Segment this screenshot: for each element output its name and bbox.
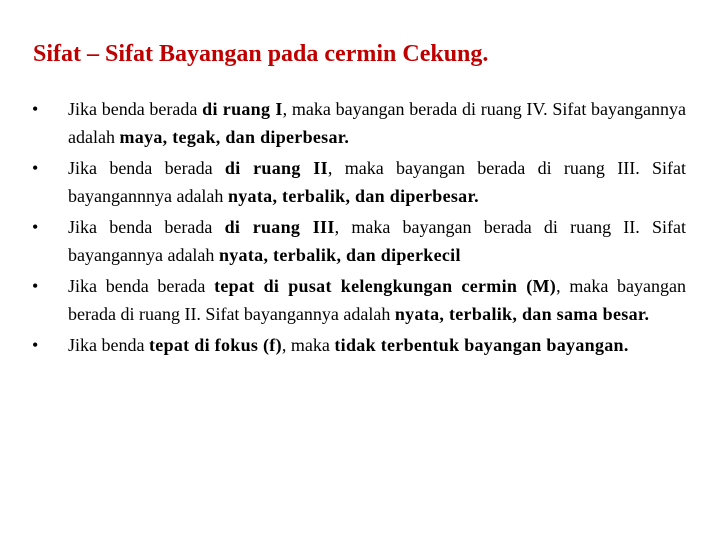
bold-run: tidak terbentuk bayangan bayangan.	[334, 335, 629, 355]
bullet-icon: •	[32, 276, 39, 296]
bullet-text	[68, 99, 686, 147]
text-run: Jika benda berada	[68, 276, 215, 296]
text-run: Jika benda berada	[68, 99, 203, 119]
bullet-text	[68, 217, 686, 265]
bullet-icon: •	[32, 158, 39, 178]
bold-run: nyata, terbalik, dan diperkecil	[218, 244, 461, 265]
bullet-text	[68, 335, 629, 355]
bullet-list	[32, 96, 686, 364]
list-item	[32, 332, 686, 360]
bullet-icon: •	[32, 99, 39, 119]
bold-run: nyata, terbalik, dan diperbesar.	[227, 185, 479, 206]
list-item	[32, 155, 686, 210]
bold-run: nyata, terbalik, dan sama besar.	[394, 303, 650, 324]
list-item	[32, 96, 686, 151]
text-run: , maka bayangan berada di ruang III. Sifat bayangannnya adalah	[68, 158, 687, 206]
text-run: , maka bayangan berada di ruang II. Sifat bayangannya adalah	[68, 276, 686, 324]
bullet-icon: •	[32, 335, 39, 355]
bold-run: di ruang I	[202, 99, 283, 119]
bullet-text	[68, 276, 686, 324]
text-run: , maka	[281, 335, 335, 355]
bullet-icon: •	[32, 217, 39, 237]
list-item	[32, 214, 686, 269]
text-run: Jika benda	[68, 335, 149, 355]
text-run: Jika benda berada	[68, 158, 225, 178]
bold-run: di ruang II	[224, 158, 328, 178]
text-run: , maka bayangan berada di ruang II. Sifat bayangannya adalah	[68, 217, 686, 265]
list-item	[32, 273, 686, 328]
text-run: , maka bayangan berada di ruang IV. Sifat bayangannya adalah	[68, 99, 687, 147]
bullet-text	[68, 158, 686, 206]
text-run: Jika benda berada	[68, 217, 225, 237]
slide-title: Sifat – Sifat Bayangan pada cermin Cekung.	[33, 41, 489, 67]
bold-run: maya, tegak, dan diperbesar.	[119, 126, 350, 147]
bold-run: di ruang III	[224, 217, 335, 237]
bold-run: tepat di fokus (f)	[148, 335, 282, 355]
bold-run: tepat di pusat kelengkungan cermin (M)	[214, 276, 557, 296]
